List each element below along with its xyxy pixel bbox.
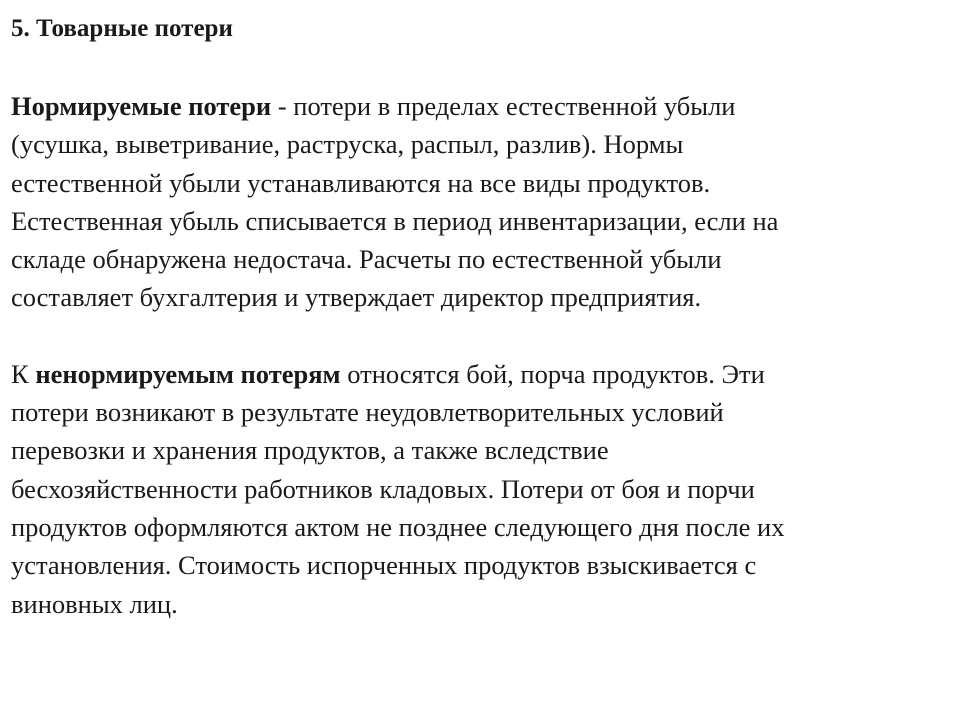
paragraph-line — [11, 355, 940, 393]
line-text: - потери в пределах естественной убыли — [271, 91, 736, 121]
paragraph-line: (усушка, выветривание, раструска, распыл, разлив). Нормы — [11, 129, 684, 160]
paragraph-line: складе обнаружена недостача. Расчеты по естественной убыли — [11, 244, 722, 275]
line-prefix: К — [11, 358, 36, 389]
term-normalized-losses: Нормируемые потери — [11, 91, 272, 121]
paragraph-line: естественной убыли устанавливаются на все виды продуктов. — [11, 167, 711, 198]
line-text: относятся бой, порча продуктов. Эти — [340, 358, 765, 389]
term-non-normalized-losses: ненормируемым потерям — [35, 358, 341, 389]
paragraph-line: продуктов оформляются актом не позднее следующего дня после их — [11, 511, 785, 542]
non-normalized-losses-paragraph — [11, 355, 940, 623]
paragraph-line: бесхозяйственности работников кладовых. Потери от боя и порчи — [11, 473, 755, 504]
paragraph-line: установления. Стоимость испорченных продуктов взыскивается с — [11, 550, 757, 581]
paragraph-line: потери возникают в результате неудовлетворительных условий — [11, 397, 724, 428]
paragraph-line: составляет бухгалтерия и утверждает директор предприятия. — [11, 282, 702, 313]
paragraph-line: Естественная убыль списывается в период инвентаризации, если на — [11, 205, 779, 236]
normalized-losses-paragraph — [11, 87, 940, 317]
paragraph-line: виновных лиц. — [11, 588, 178, 619]
paragraph-line: перевозки и хранения продуктов, а также вследствие — [11, 435, 609, 466]
paragraph-line — [11, 87, 940, 125]
page-title: 5. Товарные потери — [11, 15, 233, 42]
